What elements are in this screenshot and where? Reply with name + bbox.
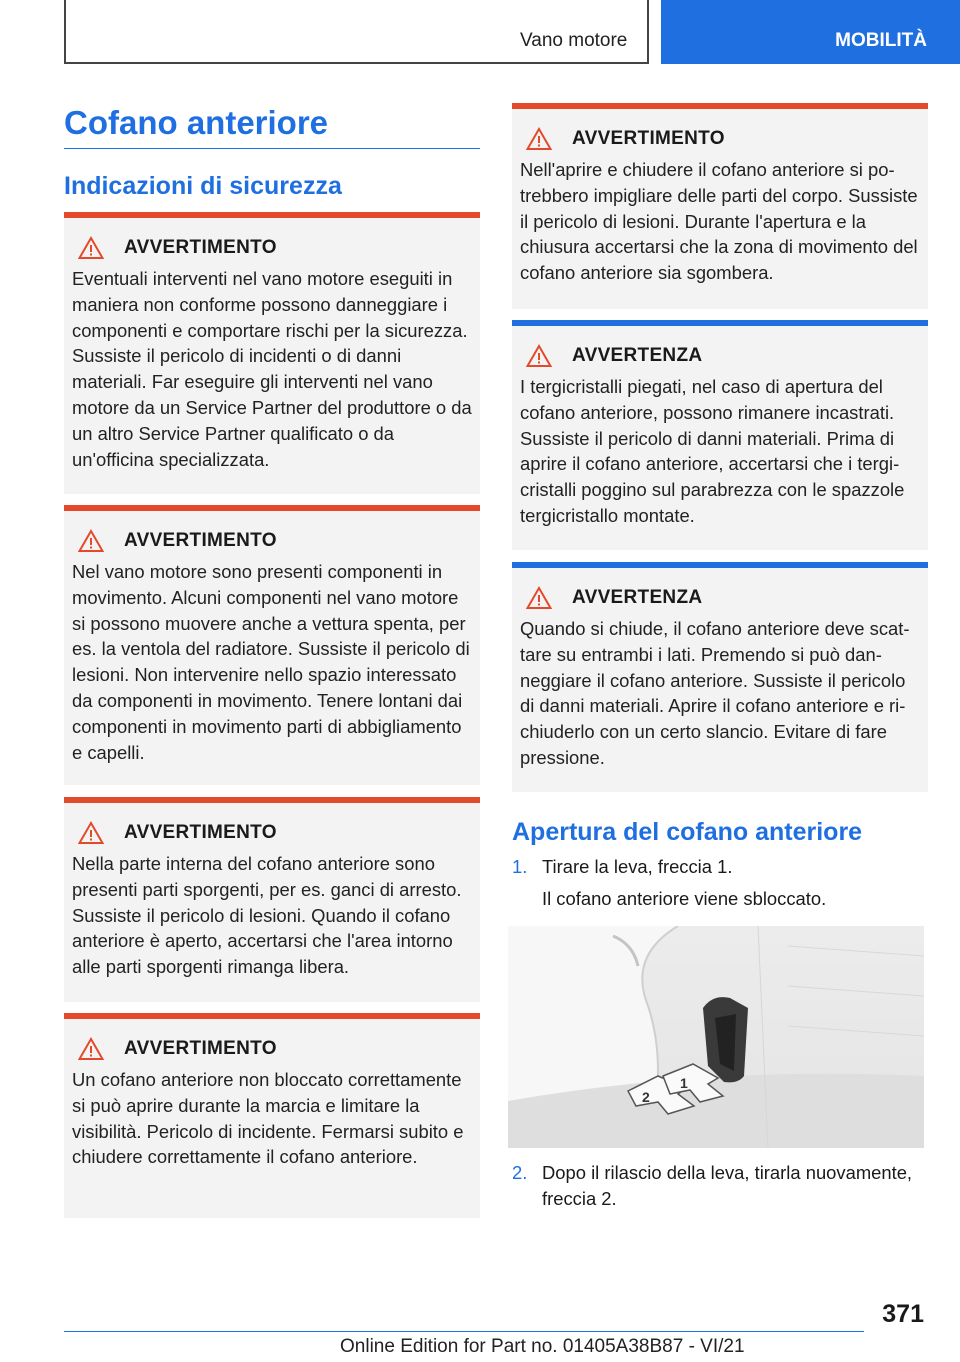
notice-box-2 [512, 562, 928, 792]
warning-triangle-icon [526, 127, 552, 151]
step-number: 1. [512, 856, 528, 877]
edition-info: Online Edition for Part no. 01405A38B87 - VI/21 [340, 1336, 745, 1357]
warning-box-5 [512, 103, 928, 309]
header-section: Vano motore [520, 30, 628, 51]
warning-box-1 [64, 212, 480, 494]
notice-label: AVVERTENZA [572, 587, 703, 608]
step-text: Tirare la leva, freccia 1. [542, 856, 733, 877]
warning-label: AVVERTIMENTO [124, 237, 277, 258]
warning-triangle-icon [78, 529, 104, 553]
step-note: Il cofano anteriore viene sbloccato. [542, 888, 827, 909]
notice-text: Quando si chiude, il cofano anteriore deve scattare su entrambi i lati. Premendo si può danneggiare il cofano anteriore. Sussiste il pericolo di danni materiali. Aprire il cofano anteriore e richiuderlo con un certo slancio. Evitare di fare pressione. [520, 618, 910, 768]
warning-triangle-icon [78, 821, 104, 845]
page-number: 371 [882, 1300, 924, 1328]
step-text: Dopo il rilascio della leva, tirarla nuovamente, freccia 2. [542, 1162, 913, 1209]
hood-release-figure [508, 926, 924, 1148]
warning-text: Nella parte interna del cofano anteriore sono presenti parti sporgenti, per es. ganci di arresto. Sussiste il pericolo di lesioni. Quando il cofano anteriore è aperto, accertarsi che l'area intorno alle parti sporgenti rimanga libera. [72, 853, 462, 978]
warning-label: AVVERTIMENTO [572, 128, 725, 149]
notice-box-1 [512, 320, 928, 550]
warning-text: Un cofano anteriore non bloccato correttamente si può aprire durante la marcia e limitare la visibilità. Pericolo di incidente. Fermarsi subito e chiudere correttamente il cofano anteriore. [72, 1069, 464, 1168]
safety-title: Indicazioni di sicurezza [64, 172, 342, 200]
arrow-label-2: 2 [642, 1089, 650, 1105]
arrow-label-1: 1 [680, 1075, 688, 1091]
warning-triangle-icon [526, 344, 552, 368]
warning-label: AVVERTIMENTO [124, 822, 277, 843]
warning-box-2 [64, 505, 480, 785]
opening-title: Apertura del cofano anteriore [512, 818, 863, 846]
warning-box-4 [64, 1013, 480, 1218]
step-1 [512, 854, 928, 912]
warning-text: Eventuali interventi nel vano motore eseguiti in maniera non conforme possono danneggiare i componenti e comportare rischi per la sicurezza. Sussiste il pericolo di incidenti o di danni materiali. Far eseguire gli interventi nel vano motore da un Service Partner del produttore o da un altro Service Partner qualificato o da un'officina specializzata. [72, 268, 472, 470]
warning-box-3 [64, 797, 480, 1002]
warning-label: AVVERTIMENTO [124, 1038, 277, 1059]
header-chapter-label: MOBILITÀ [835, 30, 927, 51]
warning-triangle-icon [526, 586, 552, 610]
warning-text: Nel vano motore sono presenti componenti in movimento. Alcuni componenti nel vano motore si possono muovere anche a vettura spenta, per es. la ventola del radiatore. Sussiste il pericolo di lesioni. Non intervenire nello spazio interessato da componenti in movimento. Tenere lontani dai componenti in movimento parti di abbigliamento e capelli. [72, 561, 470, 763]
footer-divider [64, 1331, 864, 1332]
warning-label: AVVERTIMENTO [124, 530, 277, 551]
notice-text: I tergicristalli piegati, nel caso di apertura del cofano anteriore, possono rimanere incastrati. Sussiste il pericolo di danni materiali. Prima di aprire il cofano anteriore, accertarsi che i tergicristalli poggino sul parabrezza con le spazzole tergicristallo montate. [520, 376, 905, 526]
hood-release-illustration [508, 926, 924, 1148]
notice-label: AVVERTENZA [572, 345, 703, 366]
header-chapter-tab[interactable] [661, 0, 960, 64]
page-title: Cofano anteriore [64, 104, 480, 149]
warning-triangle-icon [78, 1037, 104, 1061]
warning-text: Nell'aprire e chiudere il cofano anteriore si potrebbero impigliare delle parti del corpo. Sussiste il pericolo di lesioni. Durante l'apertura e la chiusura accertarsi che la zona di movimento del cofano anteriore sia sgombera. [520, 159, 918, 284]
warning-triangle-icon [78, 236, 104, 260]
step-number: 2. [512, 1162, 528, 1183]
step-2 [512, 1160, 928, 1212]
